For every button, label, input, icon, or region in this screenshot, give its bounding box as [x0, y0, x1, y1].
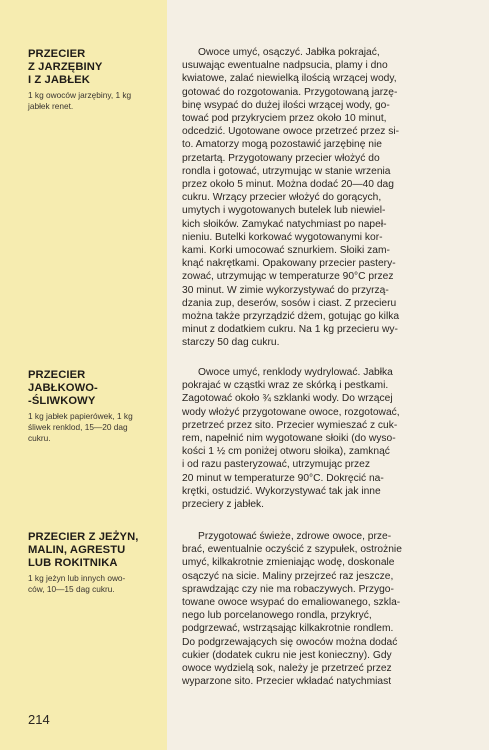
- recipe-3-body: Przygotować świeże, zdrowe owoce, prze- brać, ewentualnie oczyścić z szypułek, ostrożnie umyć, kilkakrotnie zmieniając wodę, doskonale osączyć na sicie. Maliny przejrzeć raz jeszcze, sprawdzając czy nie ma robaczywych. Przygo- towane owoce wsypać do emaliowanego, szkla- nego lub porcelanowego rondla, przykryć, podgrzewać, wstrząsając kilkakrotnie rondlem. Do podgrzewających się owoców można dodać cukier (dodatek cukru nie jest konieczny). Gdy owoce wydzielą sok, należy je przetrzeć przez wyparzone sito. Przecier wkładać natychmiast: [182, 531, 402, 688]
- recipe-2-title: PRZECIER JABŁKOWO- -ŚLIWKOWY: [28, 369, 98, 407]
- recipe-2-sidebar: [28, 369, 160, 445]
- recipe-1-body: Owoce umyć, osączyć. Jabłka pokrajać, usuwając ewentualne nadpsucia, plamy i dno kwiatowe, zalać niewielką ilością wrzącej wody, gotować do rozgotowania. Przygotowaną jarzę- binę wsypać do dużej ilości wrzącej wody, go- tować pod przykryciem przez około 10 minut, odcedzić. Ugotowane owoce przetrzeć przez si- to. Amatorzy mogą pozostawić jarzębinę nie przetartą. Przygotowany przecier włożyć do rondla i gotować, utrzymując w stanie wrzenia przez około 5 minut. Można dodać 20—40 dag cukru. Wrzący przecier włożyć do gorących, umytych i wygotowanych butelek lub niewiel- kich słoików. Zamykać natychmiast po napeł- nieniu. Butelki korkować wygotowanymi kor- kami. Korki umocować sznurkiem. Słoiki zam- knąć nakrętkami. Opakowany przecier pastery- zować, utrzymując w temperaturze 90°C przez 30 minut. W zimie wykorzystywać do przyrzą- dzania zup, deserów, sosów i ciast. Z przecieru można także przyrządzić dżem, gotując go kilka minut z dodatkiem cukru. Na 1 kg przecieru wy- starczy 50 dag cukru.: [182, 47, 400, 349]
- recipe-2-body: Owoce umyć, renklody wydrylować. Jabłka pokrajać w cząstki wraz ze skórką i pestkami. Zagotować około ¾ szklanki wody. Do wrzącej wody włożyć przygotowane owoce, rozgotować, przetrzeć przez sito. Przecier wymieszać z cuk- rem, napełnić nim wygotowane słoiki (do wyso- kości 1 ½ cm poniżej otworu słoika), zamknąć i od razu pasteryzować, utrzymując przez 20 minut w temperaturze 90°C. Dokręcić na- krętki, ostudzić. Wykorzystywać tak jak inne przeciery z jabłek.: [182, 367, 400, 511]
- recipe-2-body-block: [182, 366, 481, 511]
- recipe-3-ingredients: 1 kg jeżyn lub innych owo- ców, 10—15 dag cukru.: [28, 573, 126, 595]
- recipe-3-sidebar: [28, 531, 160, 595]
- page-number: 214: [28, 712, 50, 727]
- recipe-1-body-block: [182, 46, 481, 350]
- recipe-1-title: PRZECIER Z JARZĘBINY I Z JABŁEK: [28, 48, 103, 86]
- show-through-text: [95, 155, 157, 195]
- recipe-3-body-block: [182, 530, 481, 688]
- recipe-1-sidebar: [28, 48, 160, 112]
- recipe-1-ingredients: 1 kg owoców jarzębiny, 1 kg jabłek renet.: [28, 90, 132, 112]
- recipe-3-title: PRZECIER Z JEŻYN, MALIN, AGRESTU LUB ROKITNIKA: [28, 531, 139, 569]
- recipe-2-ingredients: 1 kg jabłek papierówek, 1 kg śliwek renklod, 15—20 dag cukru.: [28, 411, 133, 444]
